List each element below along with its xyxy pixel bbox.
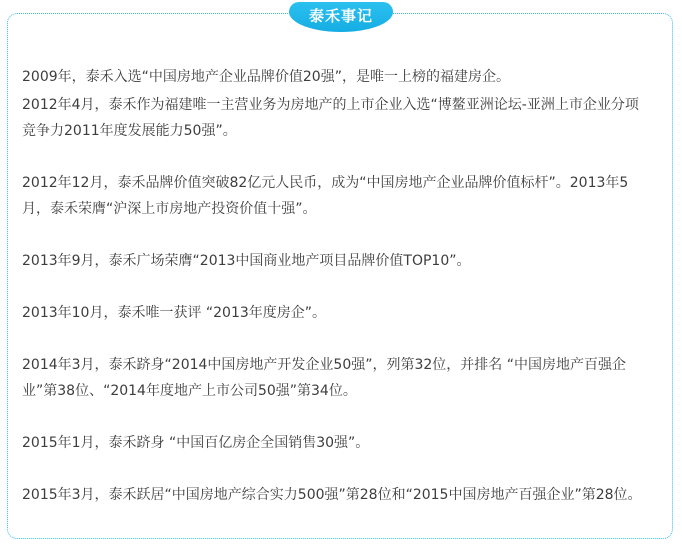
event-paragraph: 2015年1月，泰禾跻身 “中国百亿房企全国销售30强”。 — [22, 435, 370, 451]
events-list — [8, 14, 672, 534]
event-paragraph: 2009年，泰禾入选“中国房地产企业品牌价值20强”，是唯一上榜的福建房企。 — [22, 69, 510, 85]
event-paragraph: 2012年12月，泰禾品牌价值突破82亿元人民币，成为“中国房地产企业品牌价值标杆”。2013年5月，泰禾荣膺“沪深上市房地产投资价值十强”。 — [22, 175, 629, 217]
event-paragraph: 2013年9月，泰禾广场荣膺“2013中国商业地产项目品牌价值TOP10”。 — [22, 253, 471, 269]
event-paragraph: 2012年4月，泰禾作为福建唯一主营业务为房地产的上市企业入选“博鳌亚洲论坛-亚洲上市企业分项竞争力2011年度发展能力50强”。 — [22, 97, 639, 139]
event-paragraph: 2015年3月，泰禾跃居“中国房地产综合实力500强”第28位和“2015中国房地产百强企业”第28位。 — [22, 487, 642, 503]
section-title-label: 泰禾事记 — [308, 7, 373, 25]
event-paragraph: 2014年3月，泰禾跻身“2014中国房地产开发企业50强”，列第32位，并排名 “中国房地产百强企业”第38位、“2014年度地产上市公司50强”第34位。 — [22, 357, 627, 399]
event-paragraph: 2013年10月，泰禾唯一获评 “2013年度房企”。 — [22, 305, 327, 321]
